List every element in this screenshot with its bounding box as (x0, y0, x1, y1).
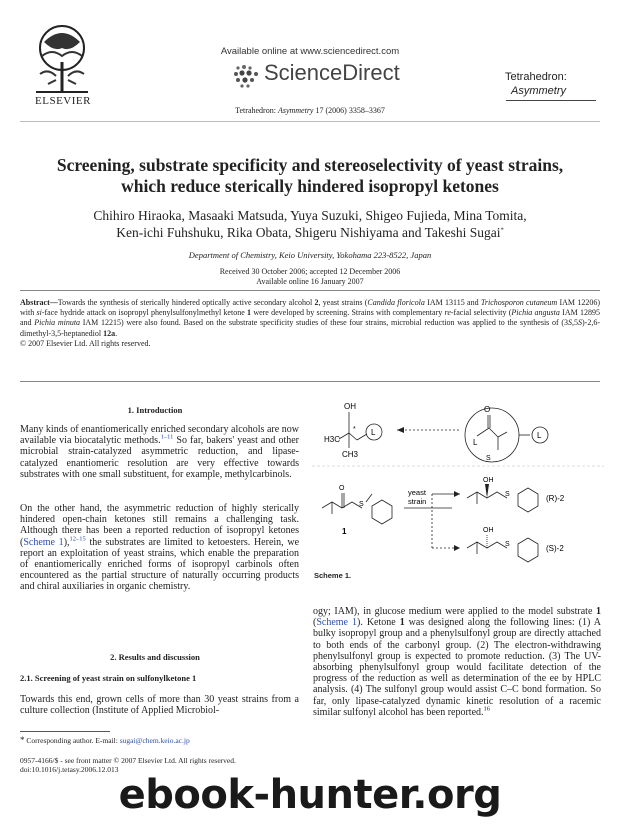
product-S-label: (S)-2 (546, 544, 564, 553)
abstract: Abstract—Towards the synthesis of sterically hindered optically active secondary alcohol 2, yeast strains (Candida floricola IAM 13115 and Trichosporon cutaneum IAM 12206) with si-face hydride attack on isopropyl phenylsulfonylmethyl ketone 1 were developed by screening. Strains with complementary re-facial selectivity (Pichia angusta IAM 12895 and Pichia minuta IAM 12215) were also found. Based on the substrate specificity studies of these four strains, microbial reduction was applied to the synthesis of (3S,5S)-2,6-dimethyl-3,5-heptanediol 12a. © 2007 Elsevier Ltd. All rights reserved. (20, 298, 601, 348)
abstract-copyright: © 2007 Elsevier Ltd. All rights reserved. (20, 338, 151, 348)
label-S-2: S (505, 491, 510, 498)
scheme-link[interactable]: Scheme 1 (316, 617, 357, 629)
scheme-1-figure (312, 398, 604, 583)
elsevier-tree-logo (26, 22, 98, 96)
reference-link[interactable]: 1–11 (160, 433, 174, 441)
product-R-label: (R)-2 (546, 494, 565, 503)
article-title: Screening, substrate specificity and stereoselectivity of yeast strains, which reduce sterically hindered isopropyl ketones (56, 155, 564, 196)
watermark: ebook-hunter.org (118, 772, 502, 818)
svg-text:*: * (353, 426, 356, 433)
doi-line: doi:10.1016/j.tetasy.2006.12.013 (20, 765, 119, 774)
results-paragraph-2: ogy; IAM), in glucose medium were applied to the model substrate 1 (Scheme 1). Ketone 1 was designed along the following lines: (1) A bulky isopropyl group and a phenylsulfonyl group are directly attached to both ends of the carbonyl group. (2) The electron-withdrawing phenylsulfonyl group is expected to promote reduction. (3) The UV-absorbing phenylsulfonyl group would facilitate detection of the progress of the reduction as well as determination of the ee by HPLC analysis. (4) The sulfonyl group would assist C–C bond formation. So far, only lipase-catalyzed dynamic kinetic resolution of a racemic similar sulfonyl alcohol has been reported.$^{16}$ (313, 606, 601, 718)
authors-line2: Ken-ichi Fuhshuku, Rika Obata, Shigeru Nishiyama and Takeshi Sugai* (116, 225, 504, 240)
scheme-link[interactable]: Scheme 1 (23, 536, 64, 548)
sciencedirect-dots-icon (232, 63, 262, 89)
label-S: S (359, 501, 364, 508)
email-link[interactable]: sugai@chem.keio.ac.jp (119, 736, 190, 745)
label-oh-2: OH (483, 477, 494, 484)
label-O-2: O (339, 485, 345, 492)
label-S-3: S (505, 541, 510, 548)
svg-text:S: S (486, 455, 491, 462)
label-h3c: H3C (324, 435, 341, 444)
intro-paragraph-2: On the other hand, the asymmetric reduction of highly sterically hindered open-chain ketones still remains a challenging task. Although there has been a reported reduction of isopropyl ketones (Scheme 1),$^{12-15}$ the substrates are limited to ketoesters. Herein, we report an exploitation of yeast strains, which enable the preparation of enantiomerically enriched forms of isopropyl carbinols often encountered as the partial structure of naturally occurring products and chiral auxiliaries in organic chemistry. (20, 503, 300, 593)
binding-site-model (465, 405, 548, 462)
section-heading-results: 2. Results and discussion (110, 652, 200, 662)
reference-link[interactable]: 12–15 (69, 535, 86, 543)
label-oh-3: OH (483, 527, 494, 534)
results-paragraph-1: Towards this end, grown cells of more than 30 yeast strains from a culture collection (Institute of Applied Microbiol- (20, 694, 299, 717)
journal-rule (506, 100, 596, 101)
yeast-label: yeast (408, 488, 426, 497)
corresponding-mark: * (500, 226, 504, 234)
issn-line: 0957-4166/$ - see front matter © 2007 Elsevier Ltd. All rights reserved. (20, 756, 236, 765)
intro-paragraph-1: Many kinds of enantiomerically enriched secondary alcohols are now available via biocatalytic methods.$^{1-11}$ So far, bakers' yeast and other microbial strain-catalyzed asymmetric reduction, and lipase-catalyzed enantiomeric resolution are very effective towards substrates with one small substituent, for example, methylcarbinols. (20, 424, 299, 480)
label-L: L (371, 428, 376, 437)
affiliation: Department of Chemistry, Keio University, Yokohama 223-8522, Japan (188, 250, 432, 260)
label-L-2: L (473, 438, 478, 447)
subsection-heading: 2.1. Screening of yeast strain on sulfonylketone 1 (20, 673, 197, 683)
available-online-text: Available online at www.sciencedirect.com (220, 46, 400, 57)
label-O: O (484, 405, 491, 414)
publisher-name: ELSEVIER (35, 95, 91, 107)
product-R (467, 477, 565, 512)
label-oh: OH (344, 402, 356, 411)
compound-1-label: 1 (342, 527, 347, 536)
strain-label: strain (408, 497, 427, 506)
scheme-caption: Scheme 1. (314, 571, 352, 580)
journal-name-line1: Tetrahedron: (505, 71, 567, 83)
author-list (40, 207, 580, 241)
footnote-rule (20, 731, 110, 732)
reference-mark: 16 (483, 705, 491, 713)
label-L-3: L (537, 431, 542, 440)
label-ch3: CH3 (342, 450, 359, 459)
abstract-bottom-rule (20, 381, 600, 382)
sciencedirect-wordmark: ScienceDirect (264, 60, 400, 85)
substrate-1 (322, 485, 392, 536)
received-date: Received 30 October 2006; accepted 12 December 2006 (219, 267, 401, 276)
dates (0, 267, 620, 287)
journal-name-line2: Asymmetry (511, 85, 566, 97)
journal-name (505, 70, 605, 98)
corresponding-author-footnote: * Corresponding author. E-mail: sugai@chem.keio.ac.jp (20, 735, 190, 745)
journal-citation: Tetrahedron: Asymmetry 17 (2006) 3358–3367 (235, 106, 385, 115)
chiral-center-model (324, 402, 382, 459)
online-date: Available online 16 January 2007 (256, 277, 364, 286)
section-heading-introduction: 1. Introduction (127, 405, 183, 415)
authors-line1: Chihiro Hiraoka, Masaaki Matsuda, Yuya Suzuki, Shigeo Fujieda, Mina Tomita, (93, 208, 527, 223)
product-S (467, 527, 564, 562)
abstract-top-rule (20, 290, 600, 291)
header-divider (20, 121, 600, 122)
